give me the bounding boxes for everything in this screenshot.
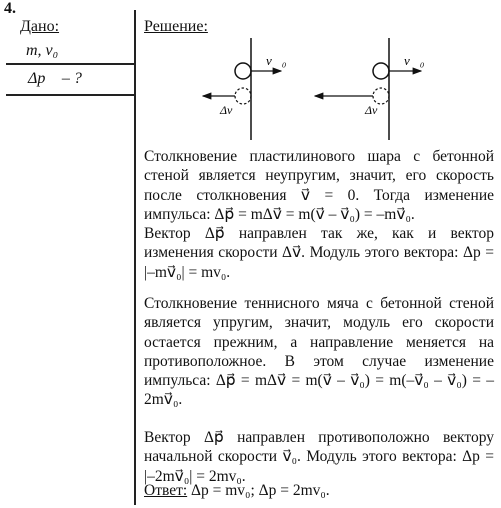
paragraph-inelastic-modulus: Вектор Δp⃗ направлен так же, как и вектор изменения скорости Δv⃗. Модуль этого вектора: Δp = |–mv⃗₀| = mv₀. — [144, 225, 494, 281]
dv-label-right: Δv⃗ — [365, 103, 387, 117]
answer-text: Δp = mv₀; Δp = 2mv₀. — [187, 482, 330, 499]
ball-right-before — [373, 63, 389, 79]
paragraph-elastic-modulus: Вектор Δp⃗ направлен противоположно вектору начальной скорости v⃗₀. Модуль этого вектора: Δp = |–2mv⃗₀| = 2mv₀. — [144, 429, 494, 485]
find-quantity: Δp⃗ – ? — [28, 70, 82, 87]
answer-label: Ответ: — [144, 482, 188, 499]
problem-number: 4. — [4, 0, 16, 17]
v0-label-right: v⃗₀ — [404, 53, 425, 68]
paragraph-inelastic: Столкновение пластилинового шара с бетонной стеной является неупругим, значит, его скорость после столкновения v⃗ = 0. Тогда изменение импульса: Δp⃗ = mΔv⃗ = m(v⃗ – v⃗₀) = –mv⃗₀. — [144, 148, 494, 223]
column-divider — [134, 10, 136, 505]
answer-line — [144, 481, 494, 500]
paragraph-elastic: Столкновение теннисного мяча с бетонной стеной является упругим, значит, модуль его скорости остается прежним, а направление меняется на противоположное. В этом случае изменение импульса: Δp⃗ = mΔv⃗ = m(v⃗ – v⃗₀) = m(–v⃗₀ – v⃗₀) = –2mv⃗₀. — [144, 295, 494, 409]
ball-right-after — [373, 88, 389, 104]
given-title: Дано: — [20, 18, 60, 35]
collision-diagram — [140, 30, 500, 145]
solution-title: Решение: — [144, 18, 208, 35]
dv-label-left: Δv⃗ — [220, 103, 242, 117]
given-variables: m, v₀ — [26, 42, 59, 59]
ball-left-after — [235, 88, 251, 104]
ball-left-before — [235, 63, 251, 79]
given-divider — [6, 63, 134, 65]
find-divider — [6, 94, 134, 96]
v0-label-left: v⃗₀ — [266, 53, 287, 68]
